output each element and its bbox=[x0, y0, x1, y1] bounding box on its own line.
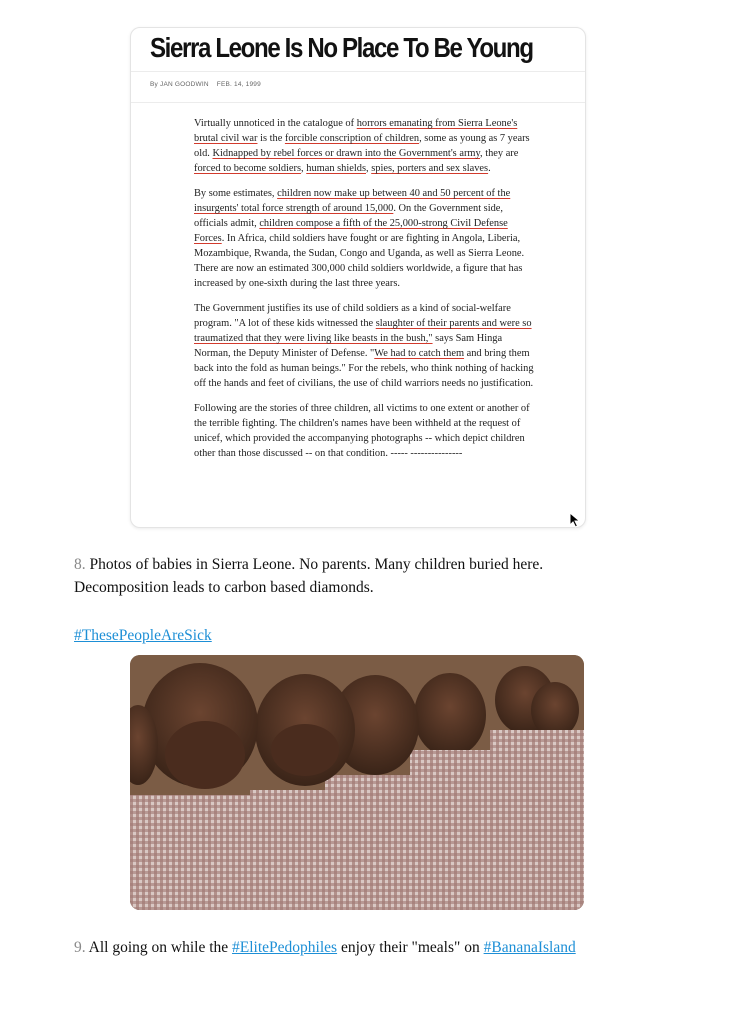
article-paragraph bbox=[194, 116, 536, 176]
thread-post-8 bbox=[74, 553, 634, 599]
underlined-phrase: We had to catch them bbox=[374, 348, 465, 359]
article-body bbox=[194, 116, 536, 471]
post-number: 8. bbox=[74, 556, 86, 573]
article-screenshot bbox=[130, 27, 586, 528]
underlined-phrase: spies, porters and sex slaves bbox=[371, 163, 489, 174]
article-author: By JAN GOODWIN bbox=[150, 81, 209, 88]
article-byline bbox=[150, 81, 269, 88]
article-paragraph bbox=[194, 401, 536, 461]
article-text: , bbox=[301, 163, 307, 174]
thread-post-9 bbox=[74, 936, 634, 959]
article-text: . On the Government side, officials admit, bbox=[194, 203, 504, 229]
article-text: . In Africa, child soldiers have fought or are fighting in Angola, Liberia, Mozambique, Rwanda, the Sudan, Congo and Uganda, as well as Sierra Leone. There are now an estimated 300,000 child soldiers worldwide, a figure that has increased by one-sixth during the last three years. bbox=[194, 233, 525, 289]
article-headline: Sierra Leone Is No Place To Be Young bbox=[150, 32, 533, 63]
article-text: The Government justifies its use of child soldiers as a kind of social-welfare program. "A lot of these kids witnessed the bbox=[194, 303, 511, 329]
underlined-phrase: horrors emanating from Sierra Leone's brutal civil war bbox=[194, 118, 518, 144]
underlined-phrase: slaughter of their parents and were so traumatized that they were living like beasts in the bush," bbox=[194, 318, 532, 344]
article-text: is the bbox=[257, 133, 285, 144]
hashtag-line bbox=[74, 624, 634, 647]
article-date: FEB. 14, 1999 bbox=[216, 81, 261, 88]
mouse-pointer-icon bbox=[569, 512, 581, 528]
children-photo bbox=[130, 655, 584, 910]
hashtag-link[interactable]: #ElitePedophiles bbox=[232, 939, 338, 956]
article-text: says Sam Hinga Norman, the Deputy Minister of Defense. " bbox=[194, 333, 503, 359]
underlined-phrase: Kidnapped by rebel forces or drawn into the Government's army bbox=[212, 148, 481, 159]
article-paragraph bbox=[194, 301, 536, 391]
article-text: Virtually unnoticed in the catalogue of bbox=[194, 118, 357, 129]
post-text: enjoy their "meals" on bbox=[337, 939, 484, 956]
post-text: Photos of babies in Sierra Leone. No parents. Many children buried here. Decomposition leads to carbon based diamonds. bbox=[74, 556, 544, 596]
underlined-phrase: human shields bbox=[306, 163, 366, 174]
article-text: , they are bbox=[480, 148, 519, 159]
underlined-phrase: children compose a fifth of the 25,000-strong Civil Defense Forces bbox=[194, 218, 508, 244]
underlined-phrase: forced to become soldiers bbox=[194, 163, 302, 174]
divider bbox=[131, 102, 585, 103]
divider bbox=[131, 71, 585, 72]
article-text: , bbox=[366, 163, 372, 174]
article-paragraph bbox=[194, 186, 536, 291]
underlined-phrase: forcible conscription of children bbox=[284, 133, 420, 144]
article-text: and bring them back into the fold as human beings." For the rebels, who think nothing of hacking off the hands and feet of civilians, the use of child warriors needs no justification. bbox=[194, 348, 534, 389]
hashtag-link[interactable]: #ThesePeopleAreSick bbox=[74, 627, 212, 644]
article-text: Following are the stories of three children, all victims to one extent or another of the terrible fighting. The children's names have been withheld at the request of unicef, which provided the accompanying photographs -- which depict children other than those discussed -- on that condition. ----- --------------- bbox=[194, 403, 530, 459]
article-text: By some estimates, bbox=[194, 188, 278, 199]
post-text: All going on while the bbox=[88, 939, 233, 956]
hashtag-link[interactable]: #BananaIsland bbox=[483, 939, 576, 956]
article-text: , some as young as 7 years old. bbox=[194, 133, 530, 159]
underlined-phrase: children now make up between 40 and 50 percent of the insurgents' total force strength of around 15,000 bbox=[194, 188, 511, 214]
article-text: . bbox=[488, 163, 491, 174]
post-number: 9. bbox=[74, 939, 86, 956]
